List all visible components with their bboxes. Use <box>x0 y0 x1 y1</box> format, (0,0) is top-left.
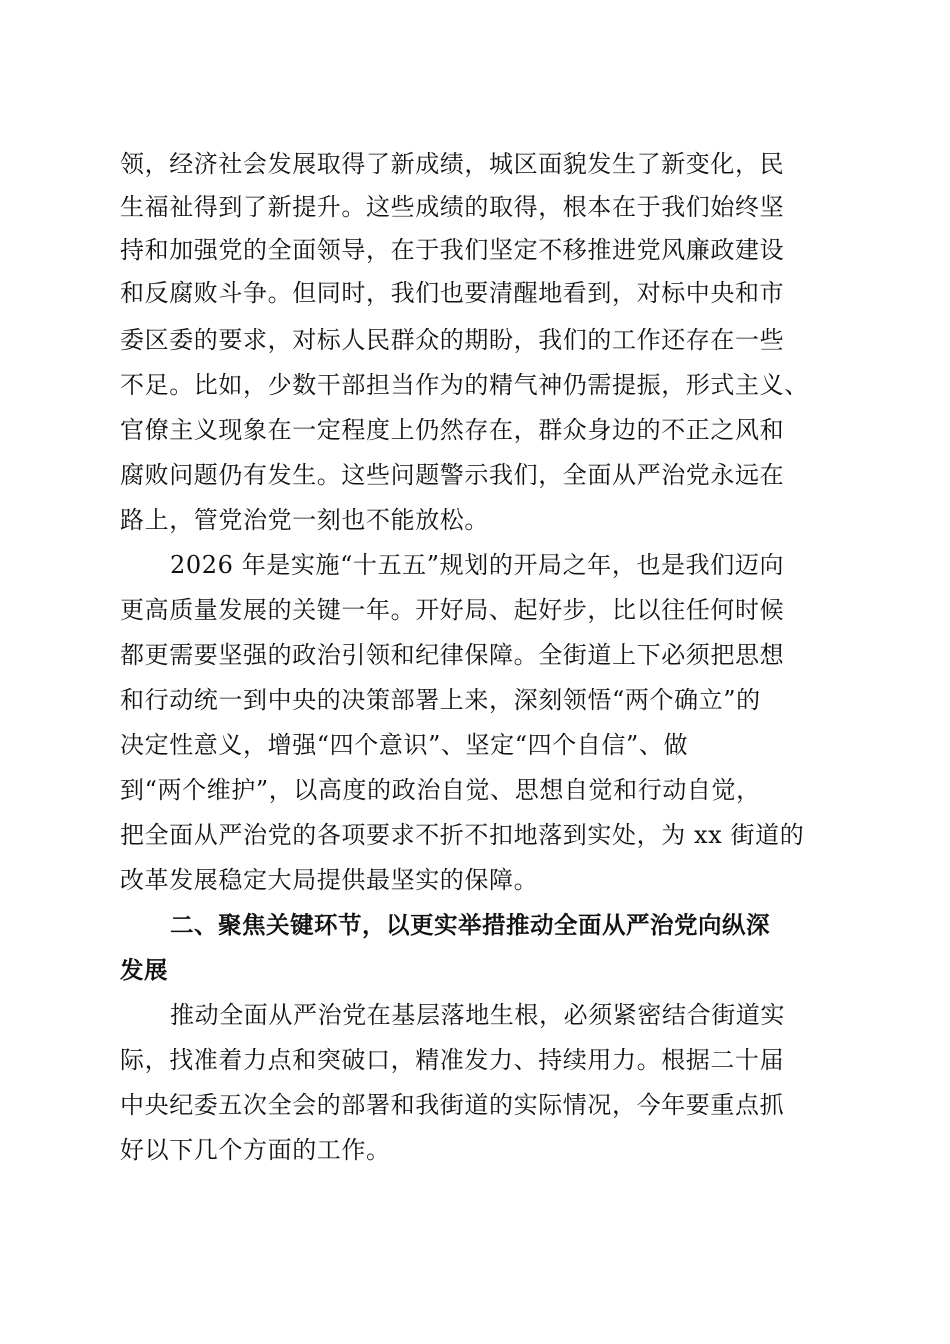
text-line: 领，经济社会发展取得了新成绩，城区面貌发生了新变化，民 <box>120 150 785 178</box>
text-line: 际，找准着力点和突破口，精准发力、持续用力。根据二十届 <box>120 1046 785 1074</box>
text-line: 改革发展稳定大局提供最坚实的保障。 <box>120 866 539 894</box>
text-line: 路上，管党治党一刻也不能放松。 <box>120 506 489 534</box>
text-line: 2026 年是实施“十五五”规划的开局之年，也是我们迈向 <box>170 551 785 579</box>
text-line: 推动全面从严治党在基层落地生根，必须紧密结合街道实 <box>170 1001 785 1029</box>
text-line: 持和加强党的全面领导，在于我们坚定不移推进党风廉政建设 <box>120 236 785 264</box>
text-line: 官僚主义现象在一定程度上仍然存在，群众身边的不正之风和 <box>120 416 785 444</box>
text-line: 不足。比如，少数干部担当作为的精气神仍需提振，形式主义、 <box>120 371 809 399</box>
text-line: 更高质量发展的关键一年。开好局、起好步，比以往任何时候 <box>120 596 785 624</box>
heading-line: 二、聚焦关键环节，以更实举措推动全面从严治党向纵深 <box>170 911 770 939</box>
text-line: 中央纪委五次全会的部署和我街道的实际情况，今年要重点抓 <box>120 1091 785 1119</box>
text-line: 到“两个维护”，以高度的政治自觉、思想自觉和行动自觉， <box>120 776 761 804</box>
text-line: 决定性意义，增强“四个意识”、坚定“四个自信”、做 <box>120 731 689 759</box>
text-line: 委区委的要求，对标人民群众的期盼，我们的工作还存在一些 <box>120 326 785 354</box>
text-line: 好以下几个方面的工作。 <box>120 1136 391 1164</box>
text-line: 和反腐败斗争。但同时，我们也要清醒地看到，对标中央和市 <box>120 279 785 307</box>
text-line: 都更需要坚强的政治引领和纪律保障。全街道上下必须把思想 <box>120 641 785 669</box>
text-line: 生福祉得到了新提升。这些成绩的取得，根本在于我们始终坚 <box>120 193 785 221</box>
text-line: 把全面从严治党的各项要求不折不扣地落到实处，为 xx 街道的 <box>120 821 805 849</box>
text-line: 腐败问题仍有发生。这些问题警示我们，全面从严治党永远在 <box>120 461 785 489</box>
heading-line: 发展 <box>120 956 168 984</box>
text-line: 和行动统一到中央的决策部署上来，深刻领悟“两个确立”的 <box>120 686 761 714</box>
